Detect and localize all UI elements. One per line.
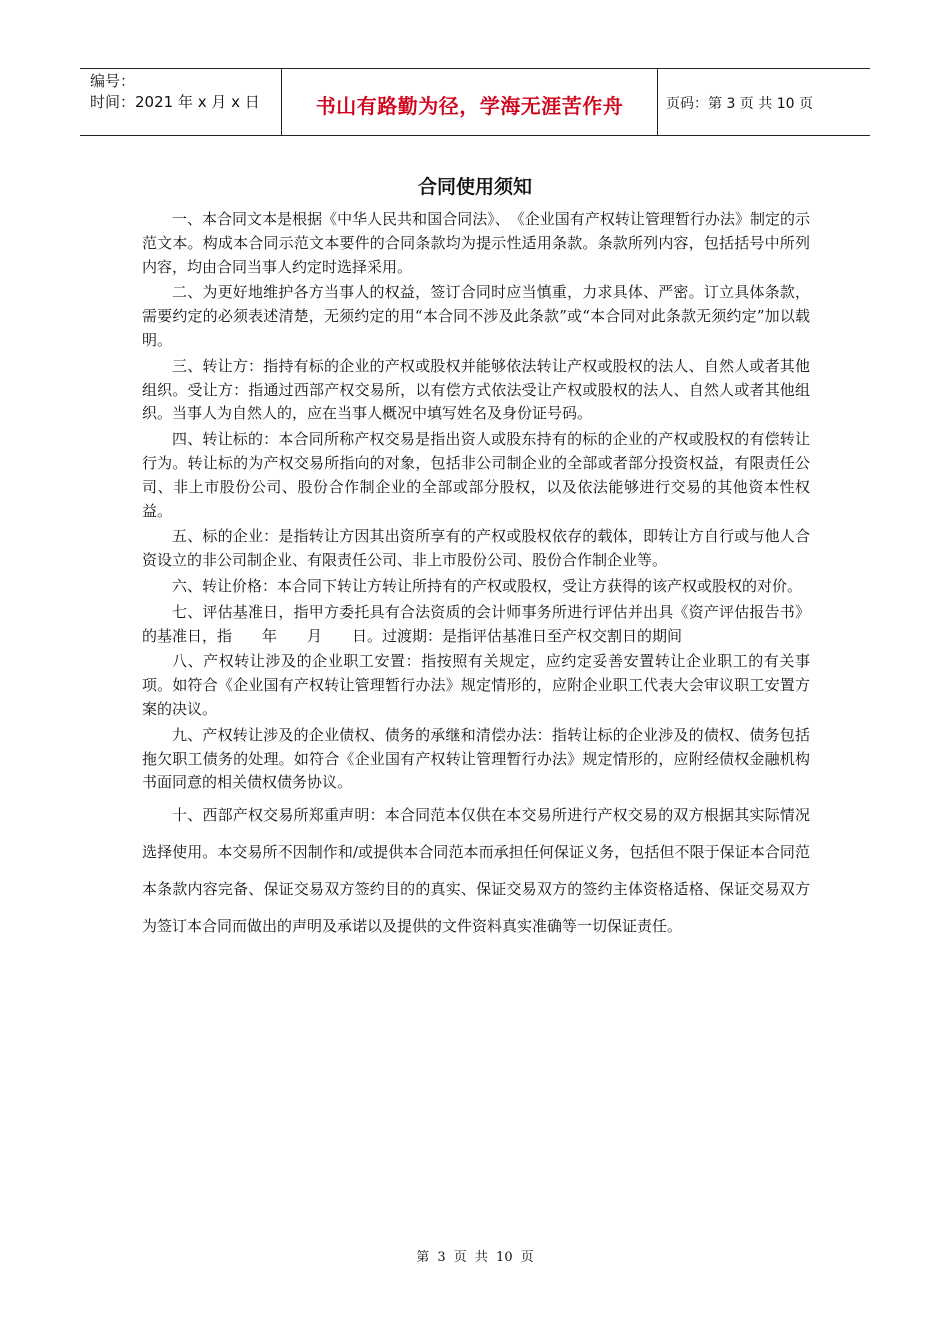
page-footer: 第 3 页 共 10 页 bbox=[416, 1250, 534, 1265]
document-date: 时间：2021 年 x 月 x 日 bbox=[90, 93, 260, 111]
paragraph-7: 七、评估基准日，指甲方委托具有合法资质的会计师事务所进行评估并出具《资产评估报告书》的基准日，指 年 月 日。过渡期：是指评估基准日至产权交割日的期间 bbox=[142, 602, 810, 645]
paragraph-5: 五、标的企业：是指转让方因其出资所享有的产权或股权依存的载体，即转让方自行或与他人合资设立的非公司制企业、有限责任公司、非上市股份公司、股份合作制企业等。 bbox=[142, 527, 810, 570]
document-body bbox=[142, 208, 810, 945]
paragraph-2: 二、为更好地维护各方当事人的权益，签订合同时应当慎重，力求具体、严密。订立具体条款，需要约定的必须表述清楚，无须约定的用“本合同不涉及此条款”或“本合同对此条款无须约定”加以载明。 bbox=[142, 283, 810, 349]
paragraph-1: 一、本合同文本是根据《中华人民共和国合同法》、 《企业国有产权转让管理暂行办法》制定的示范文本。构成本合同示范文本要件的合同条款均为提示性适用条款。条款所列内容，包括括号中所列内容，均由合同当事人约定时选择采用。 bbox=[142, 210, 810, 276]
paragraph-6: 六、转让价格：本合同下转让方转让所持有的产权或股权，受让方获得的该产权或股权的对价。 bbox=[172, 576, 803, 595]
paragraph-3: 三、转让方：指持有标的企业的产权或股权并能够依法转让产权或股权的法人、自然人或者其他组织。受让方：指通过西部产权交易所，以有偿方式依法受让产权或股权的法人、自然人或者其他组织。当事人为自然人的，应在当事人概况中填写姓名及身份证号码。 bbox=[142, 356, 810, 423]
paragraph-9: 九、产权转让涉及的企业债权、债务的承继和清偿办法：指转让标的企业涉及的债权、债务包括拖欠职工债务的处理。如符合《企业国有产权转让管理暂行办法》规定情形的，应附经债权金融机构书面同意的相关债权债务协议。 bbox=[142, 725, 810, 792]
page-header bbox=[80, 68, 870, 136]
paragraph-4: 四、转让标的：本合同所称产权交易是指出资人或股东持有的标的企业的产权或股权的有偿转让行为。转让标的为产权交易所指向的对象，包括非公司制企业的全部或者部分投资权益，有限责任公司、非上市股份公司、股份合作制企业的全部或部分股权，以及依法能够进行交易的其他资本性权益。 bbox=[142, 430, 810, 520]
header-motto: 书山有路勤为径，学海无涯苦作舟 bbox=[282, 69, 658, 135]
document-number-label: 编号： bbox=[90, 72, 136, 90]
paragraph-10: 十、西部产权交易所郑重声明：本合同范本仅供在本交易所进行产权交易的双方根据其实际情况选择使用。本交易所不因制作和/或提供本合同范本而承担任何保证义务，包括但不限于保证本合同范本条款内容完备、保证交易双方签约目的的真实、保证交易双方的签约主体资格适格、保证交易双方为签订本合同而做出的声明及承诺以及提供的文件资料真实准确等一切保证责任。 bbox=[142, 806, 810, 936]
paragraph-8: 八、产权转让涉及的企业职工安置：指按照有关规定，应约定妥善安置转让企业职工的有关事项。如符合《企业国有产权转让管理暂行办法》规定情形的，应附企业职工代表大会审议职工安置方案的决议。 bbox=[142, 652, 810, 718]
header-page-info: 页码：第 3 页 共 10 页 bbox=[666, 96, 813, 112]
document-title: 合同使用须知 bbox=[417, 176, 532, 198]
header-meta bbox=[80, 69, 282, 135]
